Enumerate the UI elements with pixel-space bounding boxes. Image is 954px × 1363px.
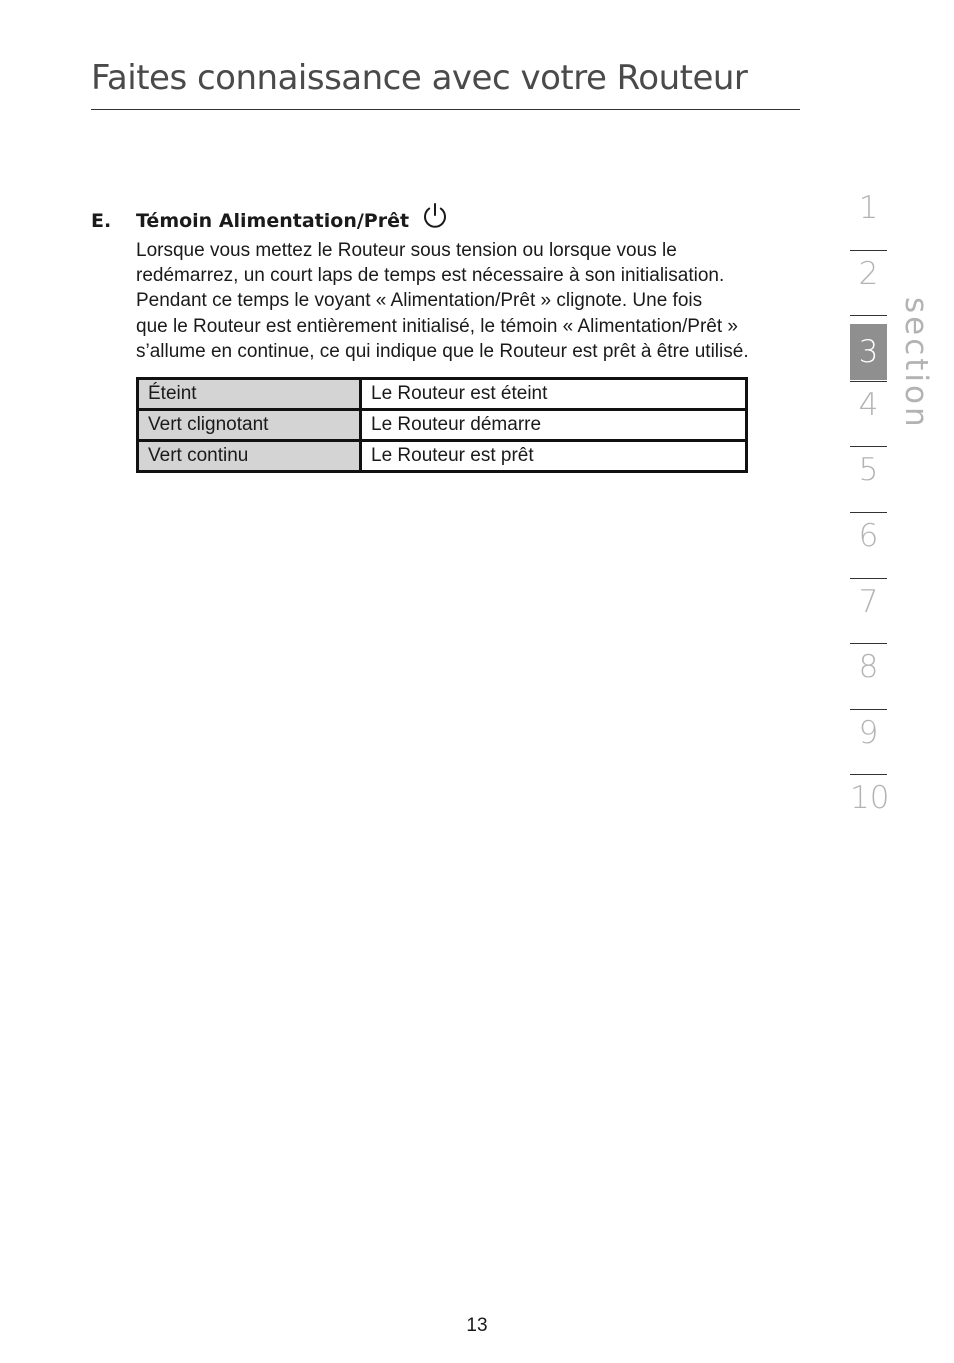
paragraph-line: redémarrez, un court laps de temps est nécessaire à son initialisation. — [136, 265, 725, 287]
section-nav-item-5[interactable]: 5 — [850, 447, 887, 513]
section-nav-item-9[interactable]: 9 — [850, 710, 887, 776]
power-icon — [420, 201, 450, 231]
section-paragraph — [136, 238, 801, 364]
section-nav-item-6[interactable]: 6 — [850, 513, 887, 579]
paragraph-line: que le Routeur est entièrement initialisé, le témoin « Alimentation/Prêt » — [136, 315, 738, 337]
paragraph-line: Lorsque vous mettez le Routeur sous tension ou lorsque vous le — [136, 240, 677, 261]
meaning-cell: Le Routeur est éteint — [361, 379, 747, 410]
table-row — [138, 379, 747, 410]
section-nav-item-2[interactable]: 2 — [850, 251, 887, 317]
status-table — [136, 377, 748, 473]
state-cell: Éteint — [138, 379, 361, 410]
page-title: Faites connaissance avec votre Routeur — [91, 58, 748, 98]
section-nav-item-1[interactable]: 1 — [850, 185, 887, 251]
section-nav-item-7[interactable]: 7 — [850, 579, 887, 645]
paragraph-line: s’allume en continue, ce qui indique que le Routeur est prêt à être utilisé. — [136, 340, 749, 362]
section-nav-item-4[interactable]: 4 — [850, 382, 887, 448]
meaning-cell: Le Routeur démarre — [361, 410, 747, 441]
section-label: section — [898, 297, 934, 430]
table-row — [138, 410, 747, 441]
page-number: 13 — [466, 1315, 488, 1336]
paragraph-line: Pendant ce temps le voyant « Alimentation/Prêt » clignote. Une fois — [136, 290, 703, 312]
title-divider — [91, 109, 800, 110]
state-cell: Vert continu — [138, 441, 361, 472]
section-nav-item-10[interactable]: 10 — [850, 780, 890, 817]
section-heading-text: Témoin Alimentation/Prêt — [136, 210, 410, 232]
state-cell: Vert clignotant — [138, 410, 361, 441]
section-nav-item-8[interactable]: 8 — [850, 644, 887, 710]
table-row — [138, 441, 747, 472]
section-nav — [850, 185, 890, 841]
section-nav-item-3[interactable] — [850, 316, 887, 382]
section-letter: E. — [91, 210, 112, 232]
meaning-cell: Le Routeur est prêt — [361, 441, 747, 472]
section-nav-active-label: 3 — [850, 324, 887, 380]
section-heading — [91, 210, 409, 232]
